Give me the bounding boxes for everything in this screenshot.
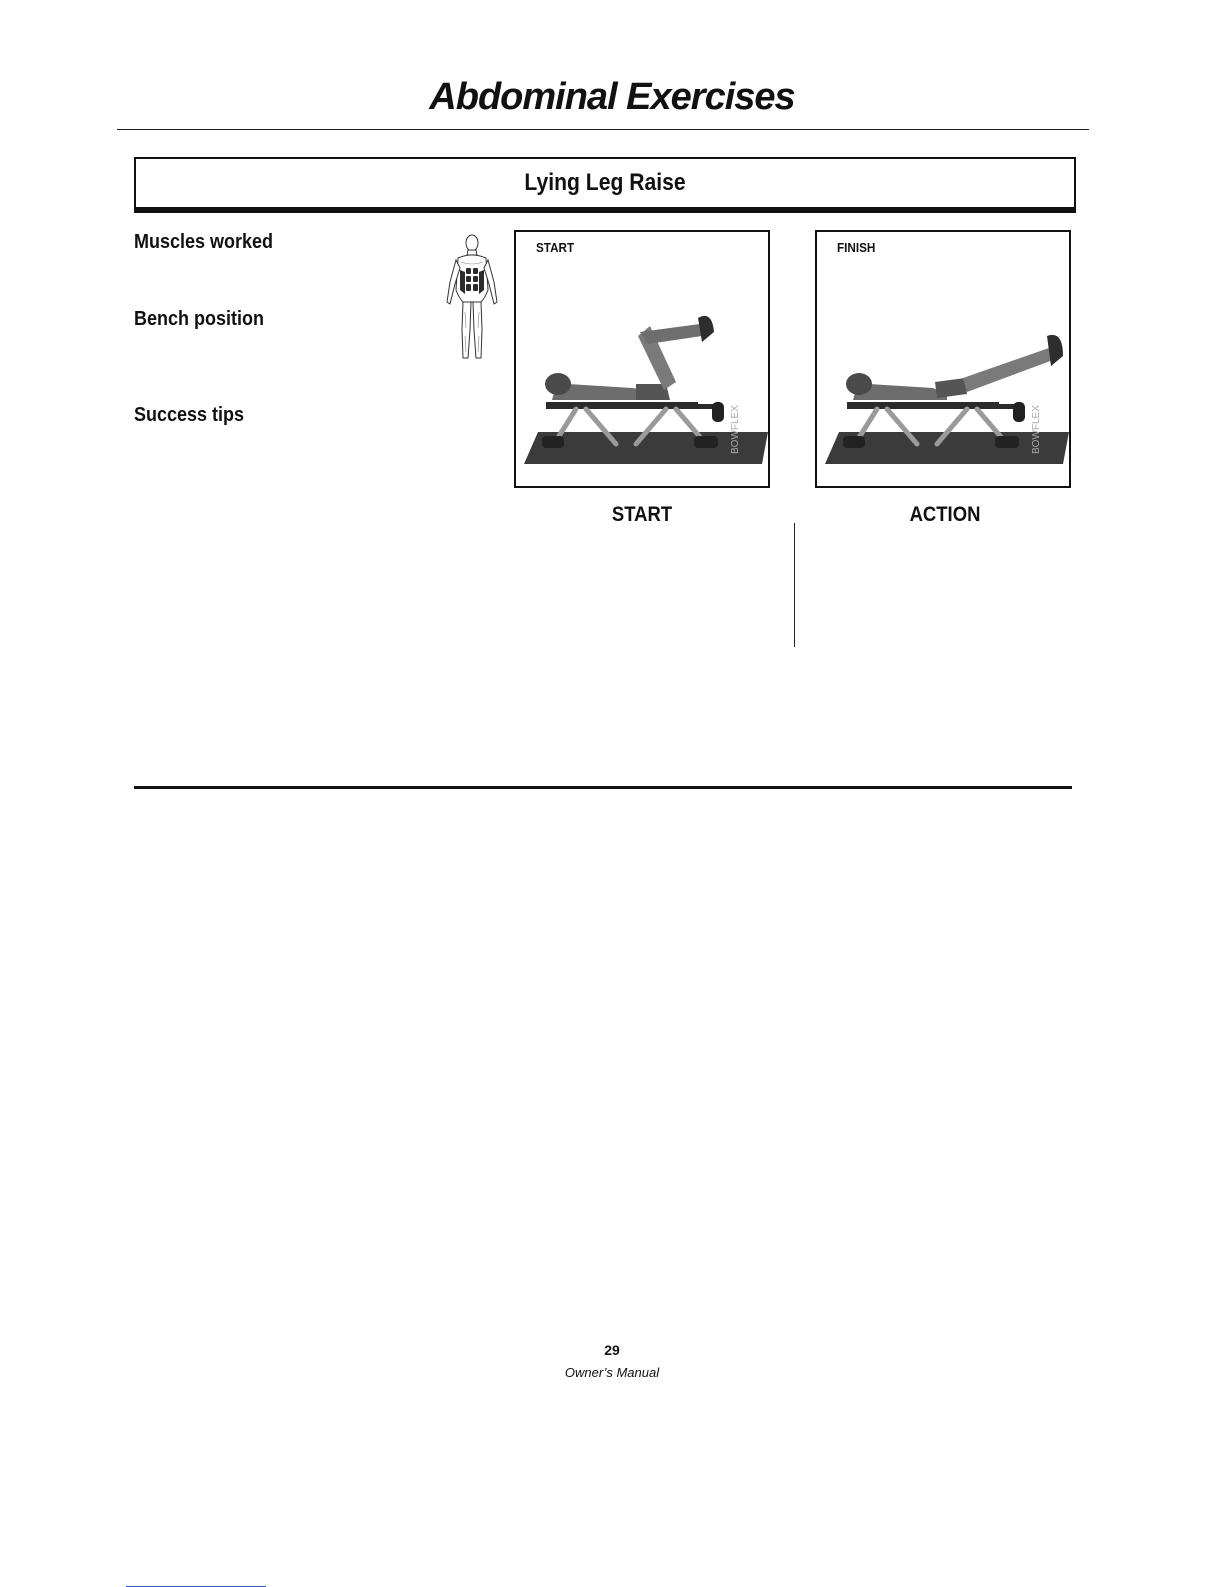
finish-position-photo xyxy=(815,230,1071,488)
exercise-title-box xyxy=(134,157,1076,213)
finish-exercise-illustration xyxy=(817,232,1071,488)
start-caption: START xyxy=(611,503,673,526)
photo-tag-finish: FINISH xyxy=(837,240,876,255)
muscle-anatomy-icon xyxy=(441,232,503,360)
bench-position-label: Bench position xyxy=(134,308,265,330)
page-title: Abdominal Exercises xyxy=(429,76,795,118)
manual-label: Owner’s Manual xyxy=(564,1365,660,1380)
muscles-worked-label: Muscles worked xyxy=(134,231,274,253)
exercise-title: Lying Leg Raise xyxy=(524,169,686,196)
section-bottom-divider xyxy=(134,786,1072,789)
svg-text:BOWFLEX: BOWFLEX xyxy=(730,405,741,454)
photo-tag-start: START xyxy=(536,240,575,255)
column-divider xyxy=(794,523,795,647)
start-exercise-illustration xyxy=(516,232,770,488)
title-divider xyxy=(117,129,1089,130)
start-position-photo xyxy=(514,230,770,488)
svg-text:BOWFLEX: BOWFLEX xyxy=(1031,405,1042,454)
action-caption: ACTION xyxy=(909,503,981,526)
success-tips-label: Success tips xyxy=(134,404,245,426)
page-number: 29 xyxy=(604,1342,620,1358)
